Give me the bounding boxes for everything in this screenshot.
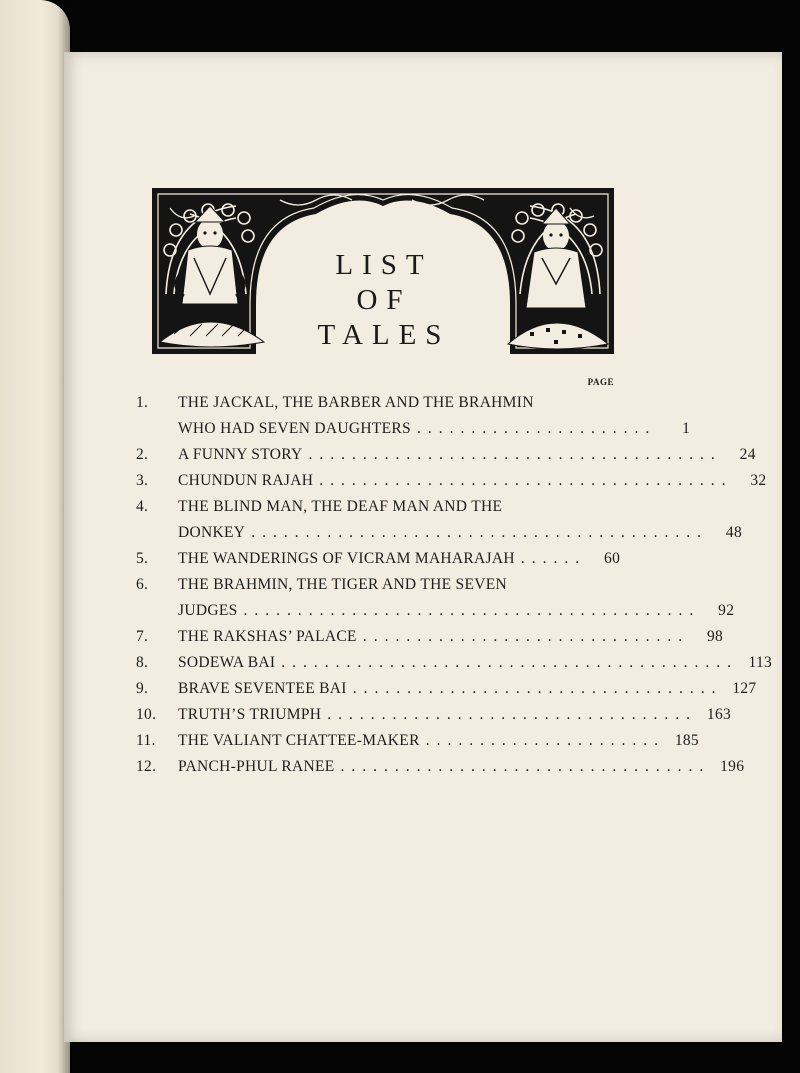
- leader-dots: ......................: [416, 420, 657, 437]
- toc-entry: [136, 650, 773, 676]
- leader-dots: ..................................: [352, 680, 723, 697]
- entry-number: 8.: [136, 654, 149, 671]
- entry-page: 98: [706, 628, 724, 645]
- entry-number: 3.: [136, 472, 149, 489]
- leader-dots: ..........................................: [251, 524, 708, 541]
- entry-page: 185: [674, 732, 699, 749]
- leader-dots: ......................................: [308, 446, 722, 463]
- entry-page: 24: [739, 446, 756, 463]
- entry-title: TRUTH’S TRIUMPH: [178, 706, 322, 723]
- entry-page: 196: [720, 758, 745, 775]
- entry-number: 9.: [136, 680, 149, 697]
- leader-dots: ..................................: [327, 706, 698, 723]
- entry-page: 48: [725, 524, 742, 541]
- entry-title: THE BRAHMIN, THE TIGER AND THE SEVEN: [178, 576, 507, 593]
- entry-page: 1: [682, 420, 691, 437]
- entry-number: 5.: [136, 550, 149, 567]
- entry-number: 6.: [136, 576, 149, 593]
- toc-entry: [136, 390, 691, 442]
- entry-title: THE VALIANT CHATTEE-MAKER: [178, 732, 420, 749]
- entry-title: THE BLIND MAN, THE DEAF MAN AND THE: [178, 498, 503, 515]
- entry-page: 32: [750, 472, 767, 489]
- toc-entry: [136, 494, 742, 546]
- toc-entry: [136, 728, 699, 754]
- entry-title-continued: WHO HAD SEVEN DAUGHTERS: [178, 420, 411, 437]
- toc-entry: [136, 624, 724, 650]
- entry-title: THE JACKAL, THE BARBER AND THE BRAHMIN: [178, 394, 534, 411]
- title-line-1: LIST: [335, 249, 433, 281]
- toc-entry: [136, 572, 735, 624]
- entry-title: CHUNDUN RAJAH: [178, 472, 314, 489]
- title-line-3: TALES: [317, 319, 451, 351]
- leader-dots: ..........................................: [243, 602, 701, 619]
- entry-title: THE RAKSHAS’ PALACE: [178, 628, 357, 645]
- entry-page: 92: [718, 602, 735, 619]
- entry-number: 7.: [136, 628, 149, 645]
- entry-page: 127: [732, 680, 757, 697]
- entry-page: 60: [604, 550, 621, 567]
- entry-title: THE WANDERINGS OF VICRAM MAHARAJAH: [178, 550, 515, 567]
- entry-page: 113: [748, 654, 773, 671]
- entry-number: 1.: [136, 394, 149, 411]
- book-page: [64, 52, 782, 1042]
- entry-title: A FUNNY STORY: [178, 446, 303, 463]
- entry-number: 11.: [136, 732, 156, 749]
- title-line-2: OF: [356, 284, 412, 316]
- leader-dots: ..................................: [340, 758, 711, 775]
- entry-title: PANCH-PHUL RANEE: [178, 758, 335, 775]
- entry-number: 12.: [136, 758, 157, 775]
- page-title: [294, 248, 474, 353]
- entry-number: 2.: [136, 446, 149, 463]
- entry-page: 163: [706, 706, 732, 723]
- entry-title: BRAVE SEVENTEE BAI: [178, 680, 347, 697]
- toc-entry: [136, 442, 756, 468]
- entry-title: SODEWA BAI: [178, 654, 276, 671]
- entry-number: 10.: [136, 706, 157, 723]
- entry-number: 4.: [136, 498, 149, 515]
- entry-title-continued: JUDGES: [178, 602, 238, 619]
- toc-entry: [136, 702, 732, 728]
- toc-entry: [136, 546, 620, 572]
- leader-dots: ......: [520, 550, 587, 567]
- page-column-label: PAGE: [587, 377, 614, 387]
- leader-dots: ......................: [425, 732, 665, 749]
- entry-title-continued: DONKEY: [178, 524, 246, 541]
- leader-dots: ......................................: [319, 472, 733, 489]
- toc-entry: [136, 468, 767, 494]
- leader-dots: ..........................................: [281, 654, 739, 671]
- toc-entry: [136, 676, 757, 702]
- toc-entry: [136, 754, 745, 780]
- leader-dots: ..............................: [362, 628, 690, 645]
- table-of-contents: [136, 390, 773, 780]
